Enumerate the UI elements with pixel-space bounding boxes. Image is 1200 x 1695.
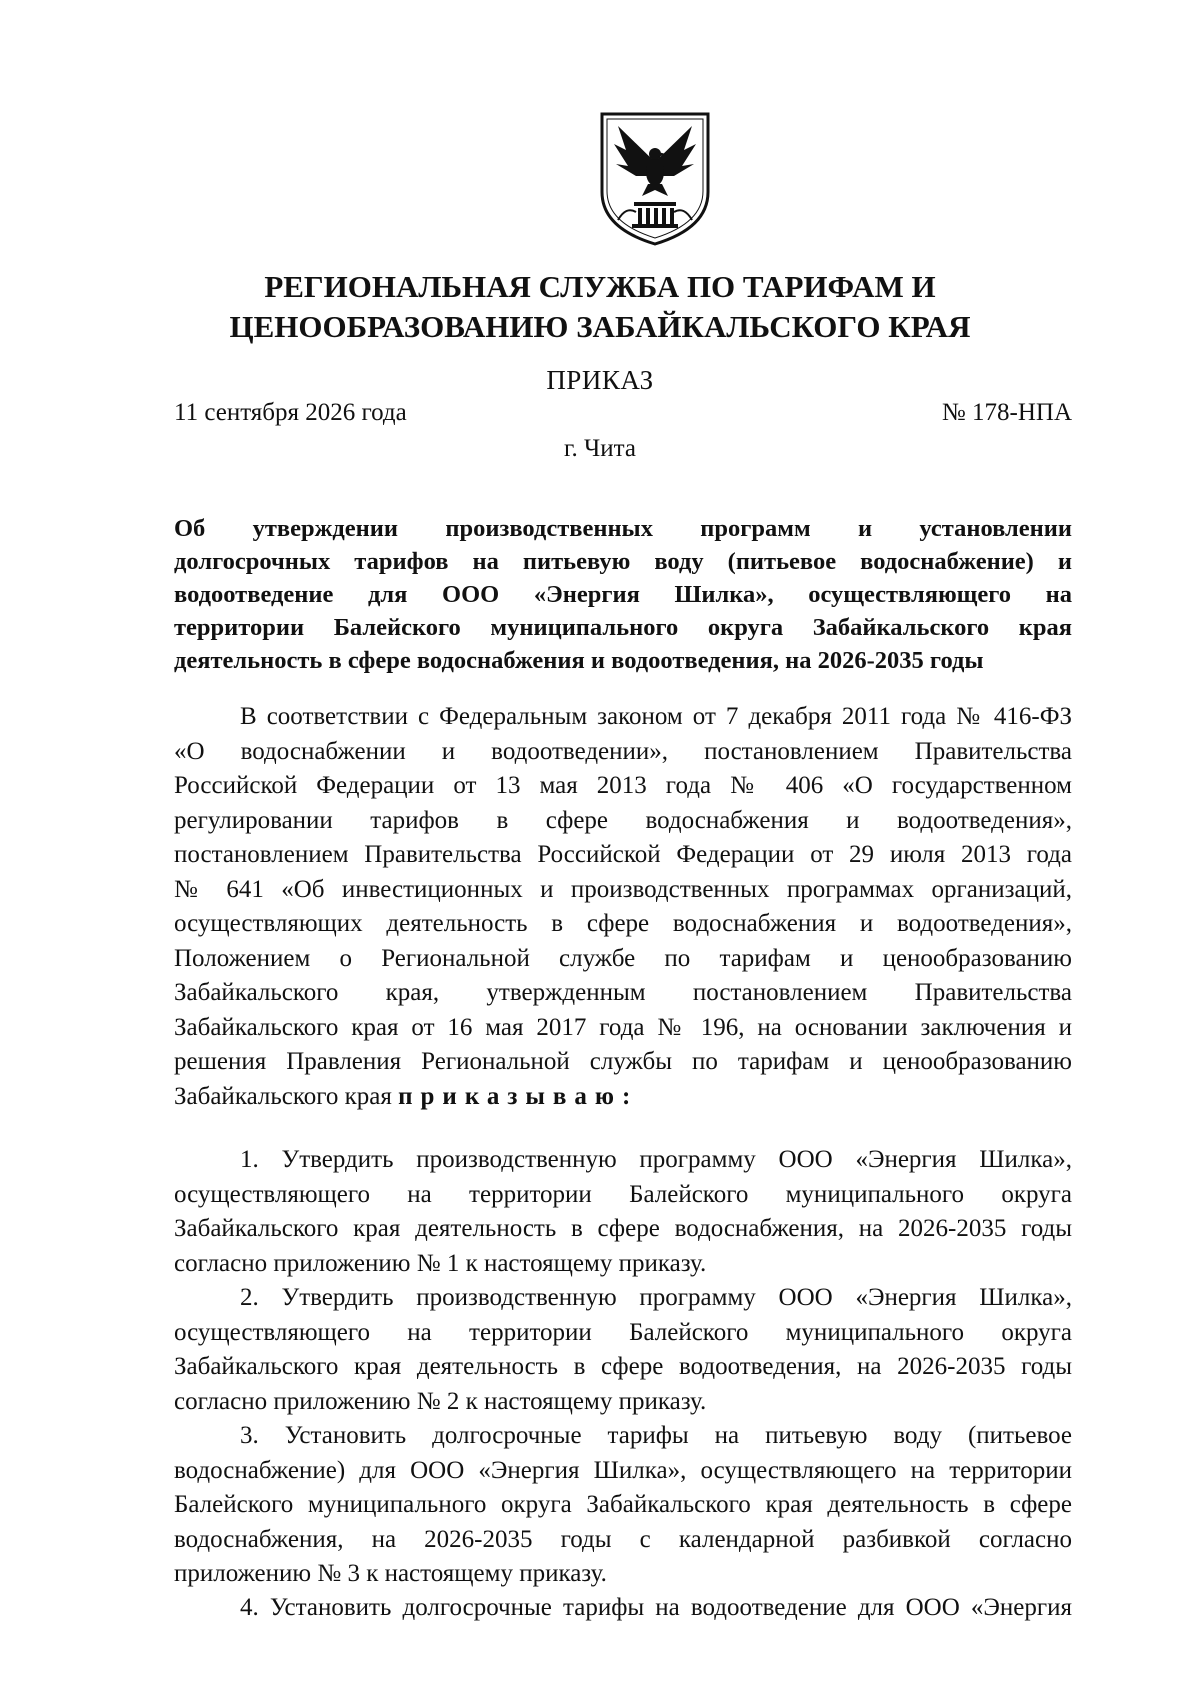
paragraph-line: осуществляющего на территории Балейского муниципального округа [174, 1180, 1072, 1208]
order-item-4 [174, 1591, 1072, 1626]
intro-last-prefix: Забайкальского края [174, 1082, 392, 1110]
paragraph-line: регулировании тарифов в сфере водоснабжения и водоотведения», [174, 806, 1072, 834]
paragraph-line: постановлением Правительства Российской Федерации от 29 июля 2013 года [174, 841, 1072, 868]
document-title [174, 512, 1072, 677]
paragraph-line: решения Правления Региональной службы по тарифам и ценообразованию [174, 1048, 1072, 1075]
paragraph-line: приложению № 3 к настоящему приказу. [174, 1560, 607, 1587]
paragraph-line: согласно приложению № 1 к настоящему приказу. [174, 1249, 707, 1277]
paragraph-line: 1. Утвердить производственную программу ООО «Энергия Шилка», [240, 1146, 1072, 1173]
paragraph-line: № 641 «Об инвестиционных и производственных программах организаций, [174, 875, 1072, 903]
title-line: долгосрочных тарифов на питьевую воду (питьевое водоснабжение) и [174, 548, 1072, 575]
document-date: 11 сентября 2026 года [174, 399, 407, 426]
paragraph-line: водоснабжение) для ООО «Энергия Шилка», осуществляющего на территории [174, 1456, 1072, 1484]
document-city: г. Чита [564, 435, 636, 462]
agency-name-line2: ЦЕНООБРАЗОВАНИЮ ЗАБАЙКАЛЬСКОГО КРАЯ [229, 309, 971, 344]
paragraph-line: 4. Установить долгосрочные тарифы на водоотведение для ООО «Энергия [240, 1594, 1072, 1621]
order-word: приказываю: [398, 1082, 639, 1110]
title-line: Об утверждении производственных программ и установлении [174, 515, 1072, 542]
paragraph-line: Забайкальского края деятельность в сфере водоотведения, на 2026-2035 годы [174, 1353, 1072, 1380]
paragraph-line: осуществляющего на территории Балейского муниципального округа [174, 1318, 1072, 1346]
document-type: ПРИКАЗ [546, 365, 654, 395]
paragraph-line: «О водоснабжении и водоотведении», постановлением Правительства [174, 737, 1072, 765]
title-line: деятельность в сфере водоснабжения и водоотведения, на 2026-2035 годы [174, 647, 984, 674]
agency-name-line1: РЕГИОНАЛЬНАЯ СЛУЖБА ПО ТАРИФАМ И [264, 269, 936, 304]
coat-of-arms-icon [596, 110, 714, 248]
paragraph-line [174, 1080, 1072, 1115]
paragraph-line: В соответствии с Федеральным законом от 7 декабря 2011 года № 416-ФЗ [240, 703, 1072, 730]
order-item-1 [174, 1143, 1072, 1281]
paragraph-line: Забайкальского края, утвержденным постановлением Правительства [174, 979, 1072, 1006]
title-line: территории Балейского муниципального округа Забайкальского края [174, 614, 1072, 641]
paragraph-line: Забайкальского края деятельность в сфере водоснабжения, на 2026-2035 годы [174, 1215, 1072, 1242]
paragraph-line: 3. Установить долгосрочные тарифы на питьевую воду (питьевое [240, 1422, 1072, 1449]
document-number: № 178-НПА [941, 399, 1072, 426]
paragraph-line: Положением о Региональной службе по тарифам и ценообразованию [174, 944, 1072, 972]
paragraph-line: Балейского муниципального округа Забайкальского края деятельность в сфере [174, 1491, 1072, 1518]
paragraph-line: водоснабжения, на 2026-2035 годы с календарной разбивкой согласно [174, 1525, 1072, 1553]
order-item-2 [174, 1281, 1072, 1419]
paragraph-line: Забайкальского края от 16 мая 2017 года № 196, на основании заключения и [174, 1013, 1072, 1041]
order-item-3 [174, 1419, 1072, 1592]
intro-paragraph [174, 700, 1072, 1114]
paragraph-line: осуществляющих деятельность в сфере водоснабжения и водоотведения», [174, 910, 1072, 937]
paragraph-line: Российской Федерации от 13 мая 2013 года № 406 «О государственном [174, 772, 1072, 799]
title-line: водоотведение для ООО «Энергия Шилка», осуществляющего на [174, 581, 1072, 608]
paragraph-line: согласно приложению № 2 к настоящему приказу. [174, 1387, 707, 1415]
paragraph-line: 2. Утвердить производственную программу ООО «Энергия Шилка», [240, 1284, 1072, 1311]
